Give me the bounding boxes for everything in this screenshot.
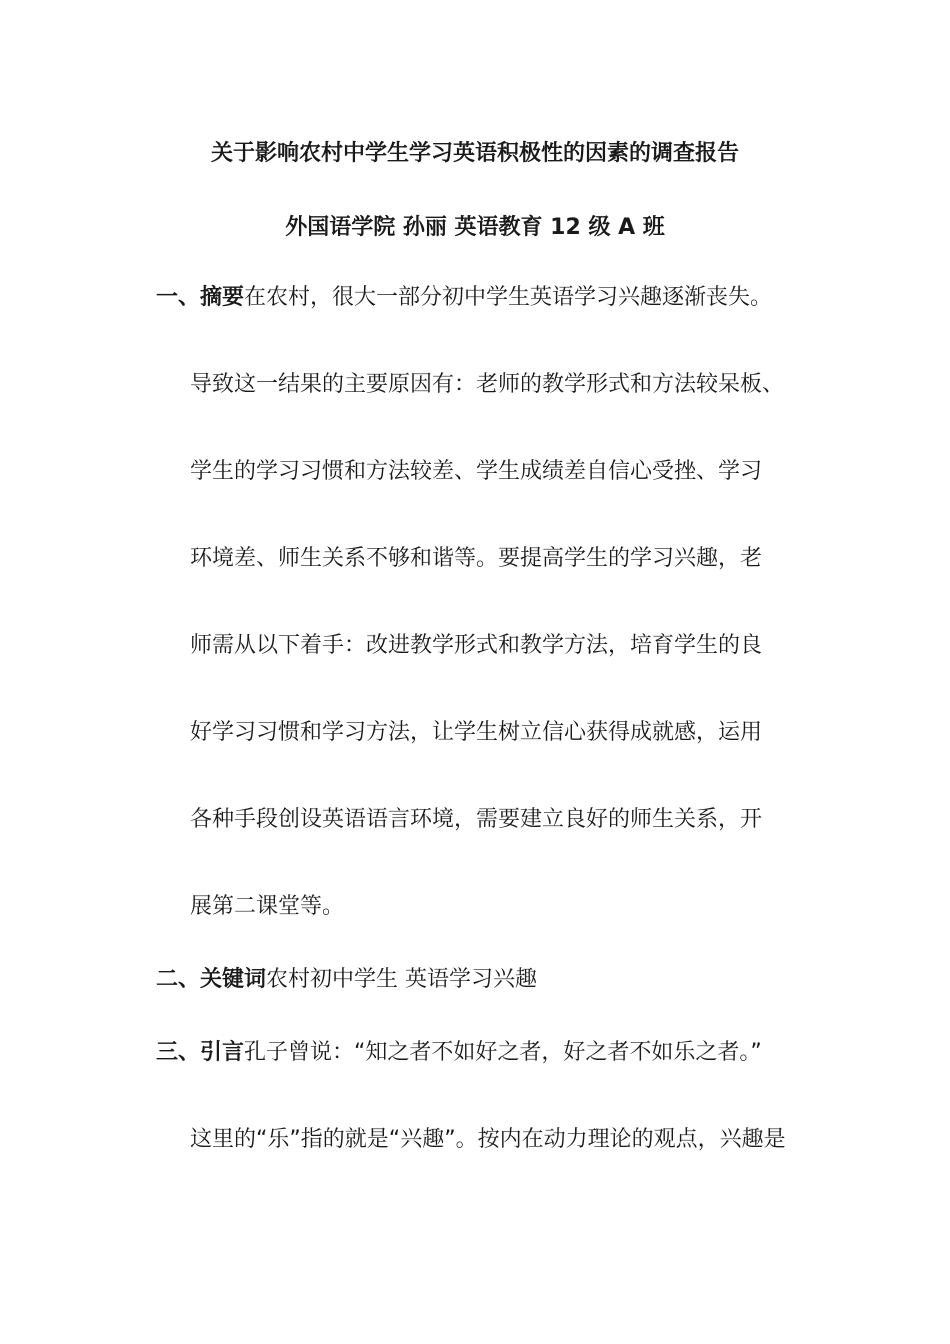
abstract-line: 各种手段创设英语语言环境，需要建立良好的师生关系，开 <box>190 807 763 832</box>
author-line: 外国语学院 孙丽 英语教育 12 级 A 班 <box>285 215 665 240</box>
keywords-text: 农村初中学生 英语学习兴趣 <box>266 967 538 992</box>
keywords-paragraph <box>156 965 537 995</box>
introduction-line: 这里的“乐”指的就是“兴趣”。按内在动力理论的观点，兴趣是 <box>190 1127 786 1152</box>
abstract-paragraph-first-line <box>156 283 772 313</box>
abstract-line: 好学习习惯和学习方法，让学生树立信心获得成就感，运用 <box>190 720 763 745</box>
abstract-line: 环境差、师生关系不够和谐等。要提高学生的学习兴趣，老 <box>190 546 763 571</box>
abstract-line: 展第二课堂等。 <box>190 894 345 919</box>
abstract-text: 在农村，很大一部分初中学生英语学习兴趣逐渐丧失。 <box>244 285 773 310</box>
keywords-heading: 二、关键词 <box>156 967 267 992</box>
abstract-line: 学生的学习习惯和方法较差、学生成绩差自信心受挫、学习 <box>190 459 763 484</box>
abstract-line: 师需从以下着手：改进教学形式和教学方法，培育学生的良 <box>190 633 763 658</box>
introduction-paragraph-first-line <box>156 1038 762 1068</box>
introduction-text: 孔子曾说：“知之者不如好之者，好之者不如乐之者。” <box>244 1040 762 1065</box>
introduction-heading: 三、引言 <box>156 1040 245 1065</box>
abstract-line: 导致这一结果的主要原因有：老师的教学形式和方法较呆板、 <box>190 372 785 397</box>
abstract-heading: 一、摘要 <box>156 285 245 310</box>
document-title: 关于影响农村中学生学习英语积极性的因素的调查报告 <box>210 141 739 166</box>
